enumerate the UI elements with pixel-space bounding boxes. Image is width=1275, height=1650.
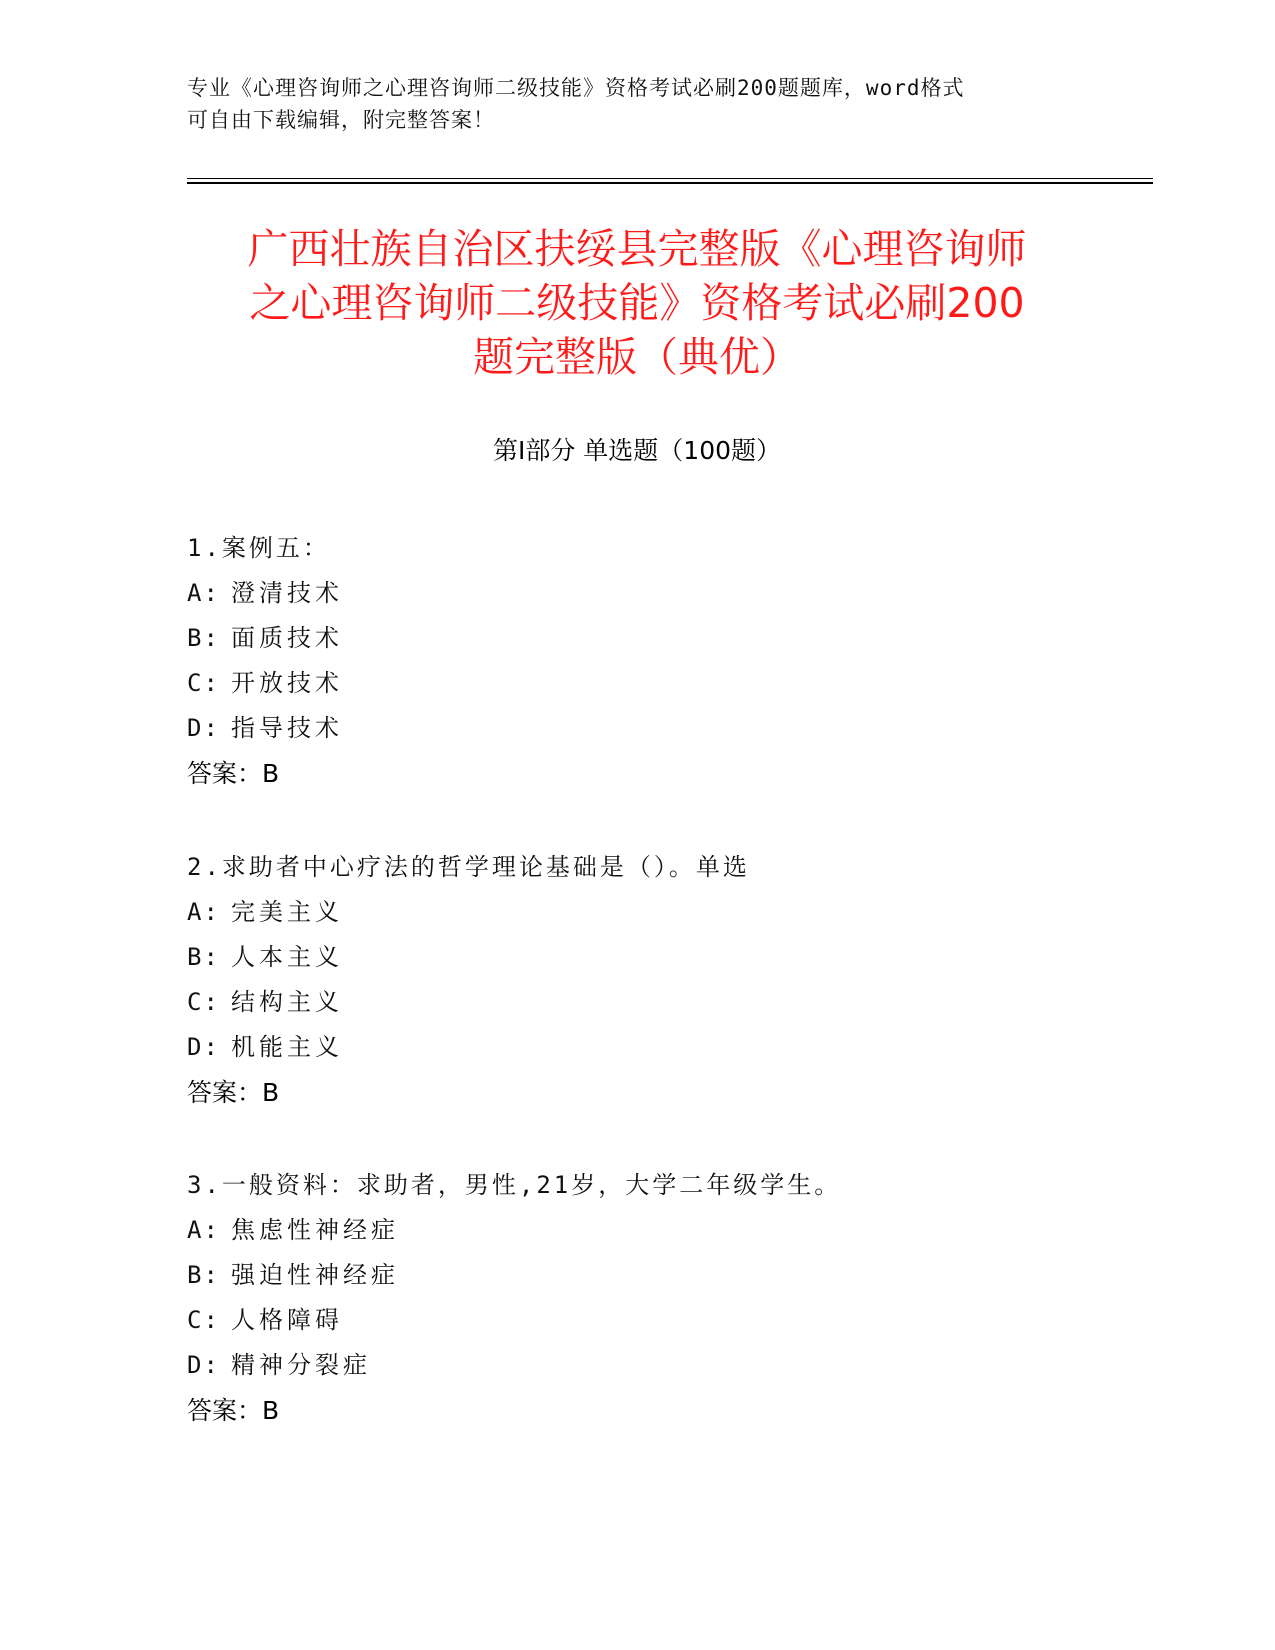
option-text: 强迫性神经症 [231,1261,399,1289]
option-d [187,706,1087,751]
question-stem: 3.一般资料：求助者，男性,21岁，大学二年级学生。 [187,1171,842,1199]
option-c [187,980,1087,1025]
document-title-line-1: 广西壮族自治区扶绥县完整版《心理咨询师 [247,225,1027,273]
option-text: 结构主义 [231,988,343,1016]
option-text: 人本主义 [231,943,343,971]
header-note-line-2: 可自由下载编辑，附完整答案！ [187,108,495,132]
option-text: 精神分裂症 [231,1351,371,1379]
option-letter: D: [187,1351,220,1379]
option-letter: C: [187,1306,220,1334]
header-divider-thick [187,182,1153,184]
option-letter: D: [187,714,220,742]
answer-line: 答案：B [187,1396,280,1425]
question-stem: 1.案例五： [187,534,330,562]
document-title-line-2: 之心理咨询师二级技能》资格考试必刷200 [249,279,1025,327]
option-text: 机能主义 [231,1033,343,1061]
document-title-line-3: 题完整版（典优） [473,333,801,381]
option-letter: A: [187,898,220,926]
question-1 [187,526,1087,796]
option-b [187,616,1087,661]
option-d [187,1343,1087,1388]
option-letter: C: [187,669,220,697]
option-text: 完美主义 [231,898,343,926]
option-d [187,1025,1087,1070]
option-text: 焦虑性神经症 [231,1216,399,1244]
header-divider-thin [187,178,1153,179]
header-note-line-1: 专业《心理咨询师之心理咨询师二级技能》资格考试必刷200题题库，word格式 [187,76,965,100]
option-text: 人格障碍 [231,1306,343,1334]
document-title [187,222,1087,384]
question-stem: 2.求助者中心疗法的哲学理论基础是（）。单选 [187,853,750,881]
option-letter: D: [187,1033,220,1061]
option-a [187,890,1087,935]
question-2 [187,845,1087,1115]
option-b [187,935,1087,980]
option-text: 指导技术 [231,714,343,742]
option-letter: B: [187,624,220,652]
option-text: 开放技术 [231,669,343,697]
option-c [187,661,1087,706]
option-b [187,1253,1087,1298]
header-note [187,72,1087,136]
option-text: 面质技术 [231,624,343,652]
option-letter: B: [187,943,220,971]
answer-line: 答案：B [187,1078,280,1107]
option-letter: C: [187,988,220,1016]
option-a [187,571,1087,616]
option-letter: A: [187,579,220,607]
answer-line: 答案：B [187,759,280,788]
option-letter: B: [187,1261,220,1289]
option-c [187,1298,1087,1343]
option-text: 澄清技术 [231,579,343,607]
question-3 [187,1163,1087,1433]
option-a [187,1208,1087,1253]
option-letter: A: [187,1216,220,1244]
section-heading: 第Ⅰ部分 单选题（100题） [492,436,782,465]
